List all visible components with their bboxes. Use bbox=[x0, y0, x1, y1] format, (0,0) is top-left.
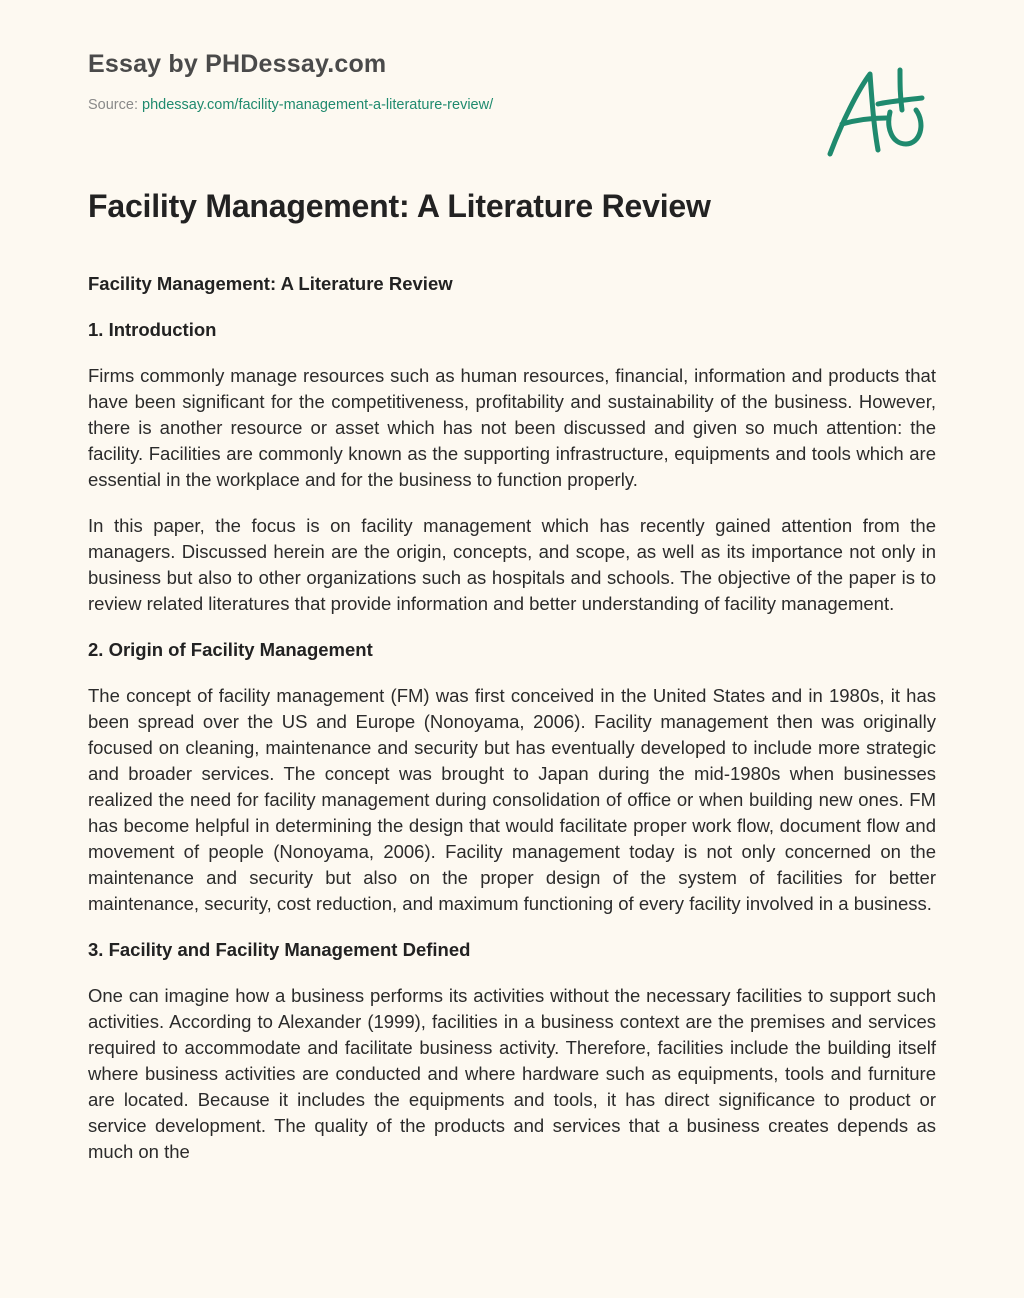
essay-subtitle: Facility Management: A Literature Review bbox=[88, 273, 453, 294]
source-link[interactable]: phdessay.com/facility-management-a-literature-review/ bbox=[142, 97, 494, 113]
paragraph: One can imagine how a business performs its activities without the necessary facilities to support such activities. According to Alexander (1999), facilities in a business context are the premises and services required to accommodate and facilitate business activity. Therefore, facilities include the building itself where business activities are conducted and where hardware such as equipments, tools and furniture are located. Because it includes the equipments and tools, it has direct significance to product or service development. The quality of the products and services that a business creates depends as much on the bbox=[88, 985, 936, 1162]
site-title: Essay by PHDessay.com bbox=[88, 50, 387, 78]
source-label: Source: bbox=[88, 97, 138, 113]
section-heading-origin: 2. Origin of Facility Management bbox=[88, 639, 373, 660]
essay-content bbox=[88, 188, 936, 1185]
section-heading-introduction: 1. Introduction bbox=[88, 319, 217, 340]
paragraph: The concept of facility management (FM) was first conceived in the United States and in 1980s, it has been spread over the US and Europe (Nonoyama, 2006). Facility management then was originally focused on cleaning, maintenance and security but has eventually developed to include more strategic and broader services. The concept was brought to Japan during the mid-1980s when businesses realized the need for facility management during consolidation of office or when building new ones. FM has become helpful in determining the design that would facilitate proper work flow, document flow and movement of people (Nonoyama, 2006). Facility management today is not only concerned on the maintenance and security but also on the proper design of the system of facilities for better maintenance, security, cost reduction, and maximum functioning of every facility involved in a business. bbox=[88, 685, 936, 914]
essay-title: Facility Management: A Literature Review bbox=[88, 188, 711, 224]
bottom-fade-overlay bbox=[0, 1238, 1024, 1298]
paragraph: Firms commonly manage resources such as human resources, financial, information and products that have been significant for the competitiveness, profitability and sustainability of the business. However, there is another resource or asset which has not been discussed and given so much attention: the facility. Facilities are commonly known as the supporting infrastructure, equipments and tools which are essential in the workplace and for the business to function properly. bbox=[88, 365, 936, 490]
paragraph: In this paper, the focus is on facility management which has recently gained attention from the managers. Discussed herein are the origin, concepts, and scope, as well as its importance not only in business but also to other organizations such as hospitals and schools. The objective of the paper is to review related literatures that provide information and better understanding of facility management. bbox=[88, 515, 936, 614]
page-header bbox=[88, 50, 493, 113]
a-plus-grade-icon bbox=[820, 62, 930, 162]
source-line bbox=[88, 97, 493, 113]
section-heading-defined: 3. Facility and Facility Management Defined bbox=[88, 939, 471, 960]
